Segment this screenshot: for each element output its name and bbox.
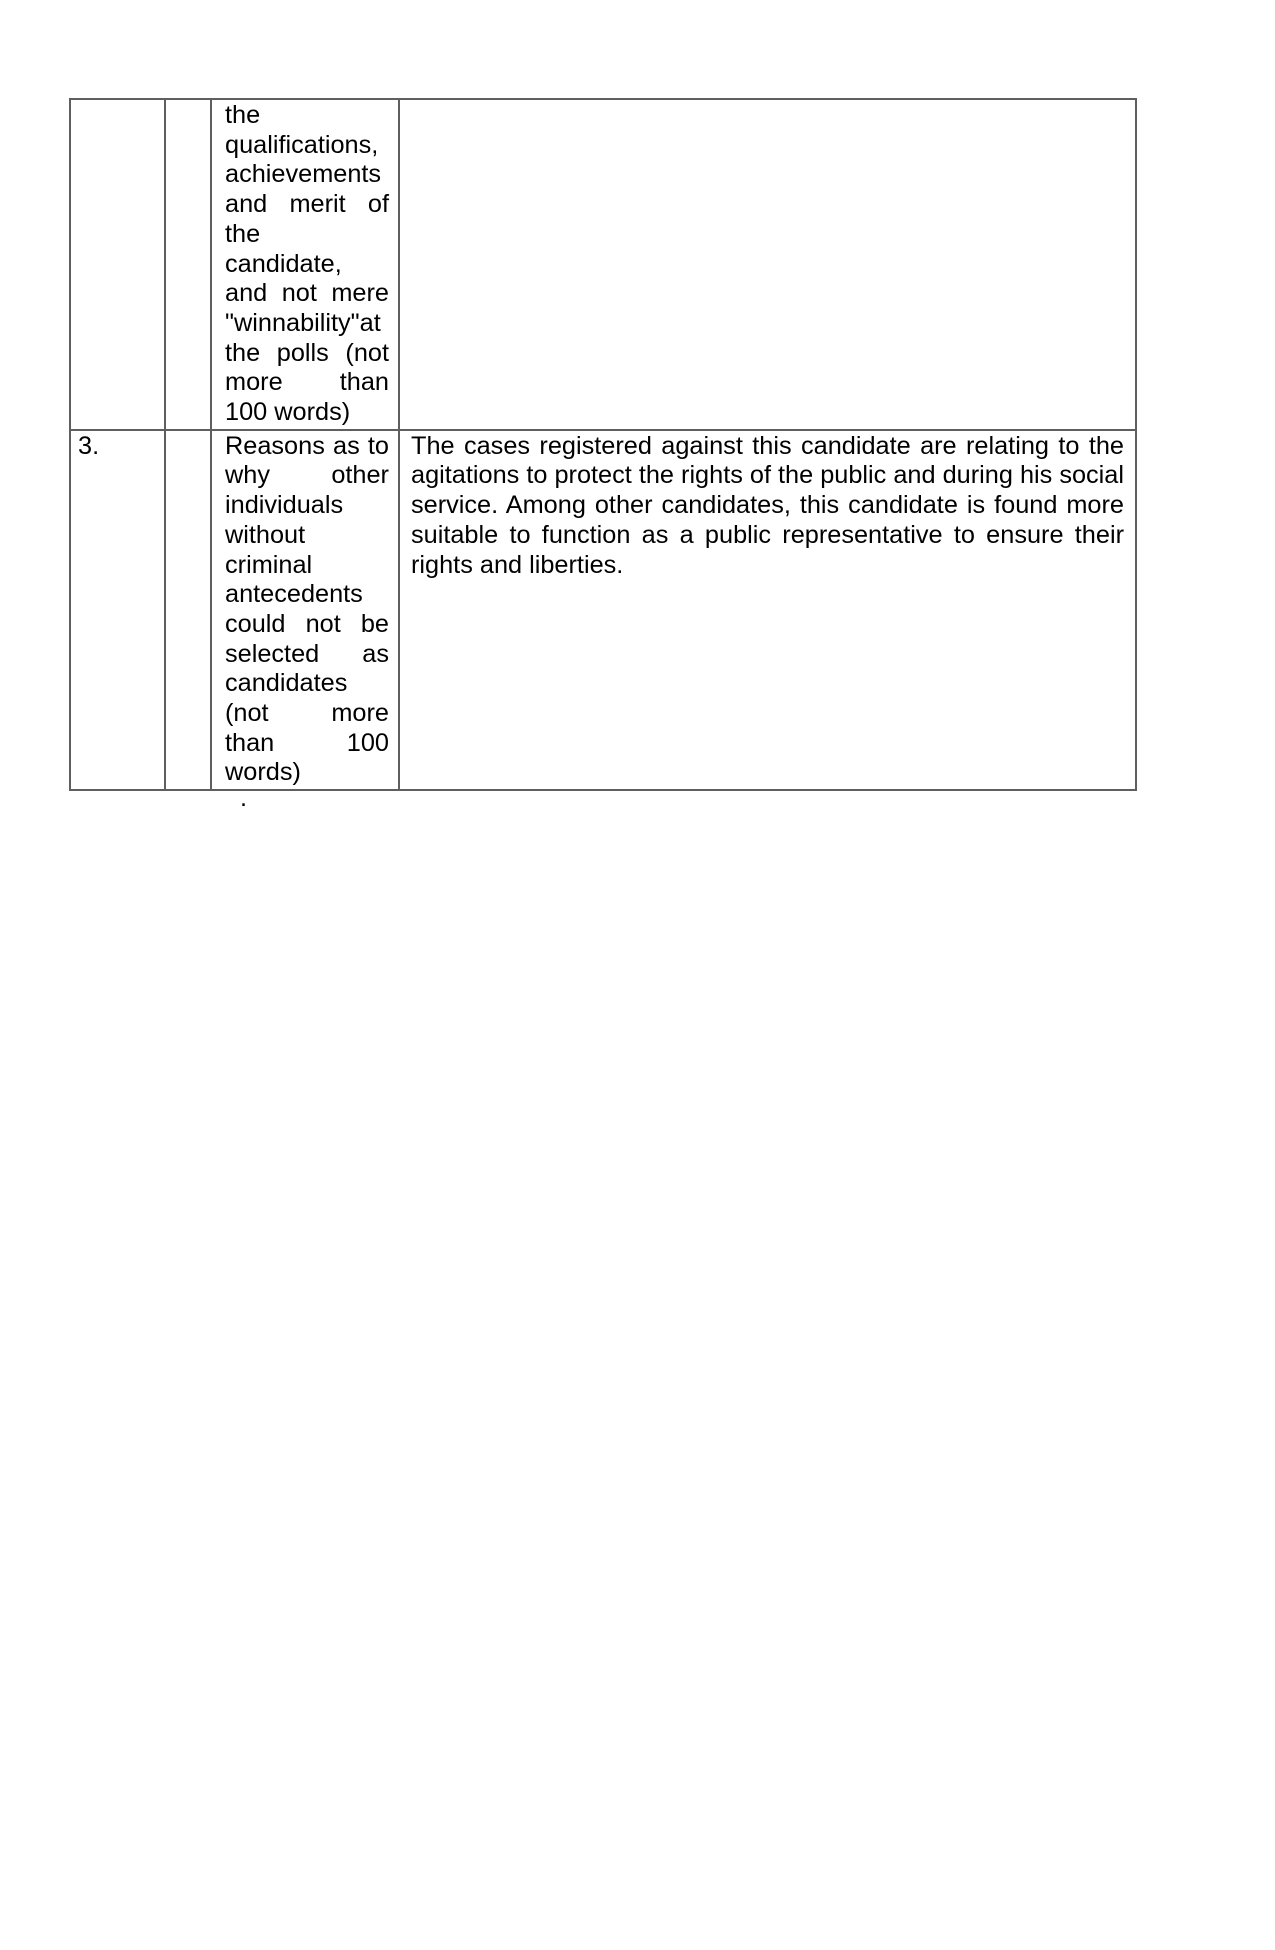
text-line: than 100	[225, 728, 389, 757]
text-line: 100 words)	[225, 398, 351, 427]
criteria-cell	[211, 99, 399, 430]
text-line: could not be	[225, 609, 389, 638]
text-line: qualifications,	[225, 130, 379, 159]
text-line: The cases registered against this candidate are relating to the	[411, 431, 1124, 460]
text-line: words)	[225, 758, 301, 787]
text-line: more than	[225, 368, 389, 397]
text-line: Reasons as to	[225, 431, 389, 460]
serial-number-text: 3.	[78, 431, 100, 460]
response-cell	[399, 430, 1136, 790]
table-row-item-3	[70, 430, 1136, 790]
text-line: service. Among other candidates, this candidate is found more	[411, 491, 1124, 520]
sub-number-cell	[165, 430, 211, 790]
serial-number-cell	[70, 430, 165, 790]
criteria-text	[225, 101, 389, 428]
text-line: the polls (not	[225, 338, 389, 367]
text-line: "winnability"at	[225, 308, 381, 337]
text-line: candidates	[225, 669, 348, 698]
text-line: and not mere	[225, 279, 389, 308]
text-line: criminal	[225, 550, 313, 579]
text-line: rights and liberties.	[411, 550, 624, 579]
sub-number-cell	[165, 99, 211, 430]
criteria-text	[225, 432, 389, 788]
response-text	[411, 432, 1124, 581]
criteria-response-table	[69, 98, 1137, 791]
text-line: candidate,	[225, 249, 342, 278]
text-line: suitable to function as a public representative to ensure their	[411, 520, 1124, 549]
response-cell	[399, 99, 1136, 430]
text-line: the	[225, 219, 261, 248]
text-line: the	[225, 101, 261, 129]
text-line: achievements	[225, 160, 382, 189]
stray-period-text: .	[240, 784, 248, 812]
text-line: (not more	[225, 699, 389, 728]
text-line: antecedents	[225, 580, 363, 609]
text-line: agitations to protect the rights of the public and during his social	[411, 461, 1124, 490]
text-line: why other	[225, 461, 389, 490]
table-row-continuation	[70, 99, 1136, 430]
criteria-cell	[211, 430, 399, 790]
text-line: and merit of	[225, 190, 389, 219]
text-line: without	[225, 520, 306, 549]
serial-number-cell	[70, 99, 165, 430]
text-line: individuals	[225, 491, 344, 520]
text-line: selected as	[225, 639, 389, 668]
